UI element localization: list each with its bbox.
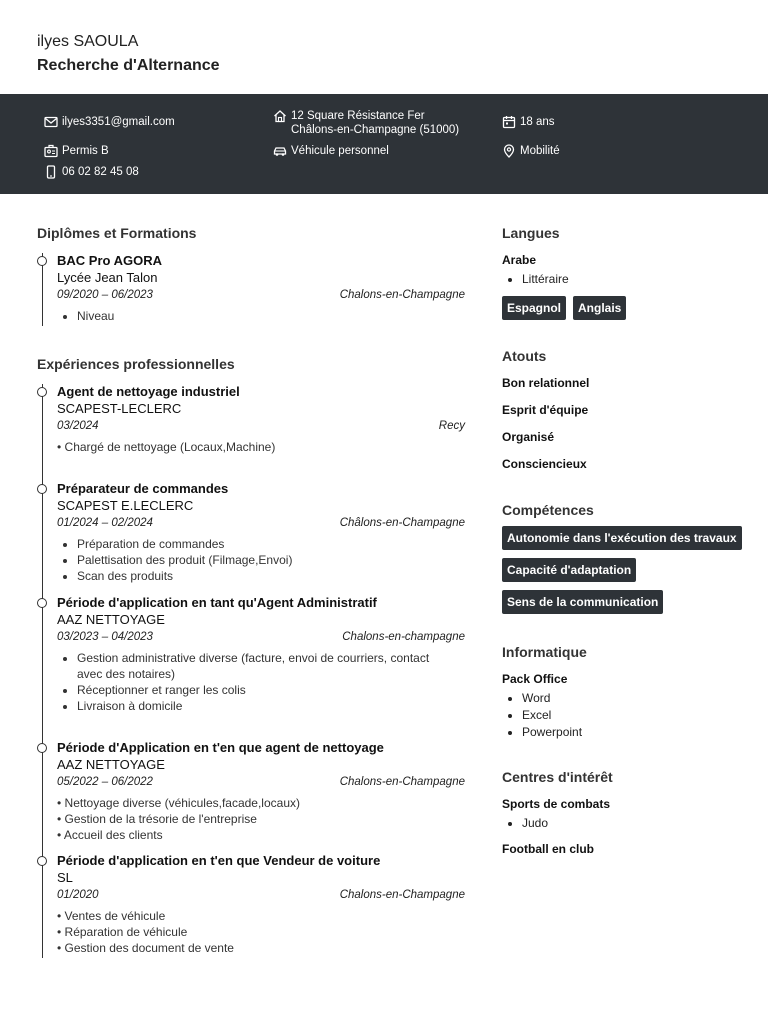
education-title: Diplômes et Formations: [37, 225, 197, 241]
contact-band: [0, 94, 768, 194]
strength-item: Consciencieux: [502, 457, 587, 471]
strength-item: Bon relationnel: [502, 376, 590, 390]
experience-entry: [57, 853, 467, 956]
address-line2: Châlons-en-Champagne (51000): [291, 124, 460, 136]
list-item: • Préparation de commandes: [77, 536, 467, 552]
timeline-dot: [37, 484, 47, 494]
entry-location: Chalons-en-Champagne: [339, 289, 465, 301]
list-item: • Gestion de la trésorie de l'entreprise: [57, 812, 257, 826]
entry-meta: [57, 515, 467, 531]
resume-title: Recherche d'Alternance: [37, 57, 220, 74]
skills-tags: [502, 526, 762, 614]
entry-dates: 09/2020 – 06/2023: [57, 289, 153, 301]
skill-tag: Autonomie dans l'exécution des travaux: [502, 526, 742, 550]
timeline-dot: [37, 856, 47, 866]
interest-group: Sports de combats: [502, 797, 611, 811]
entry-meta: [57, 287, 467, 303]
list-item: • Accueil des clients: [57, 828, 163, 842]
language-tag: Espagnol: [502, 296, 566, 320]
entry-org: Lycée Jean Talon: [57, 270, 158, 285]
entry-meta: [57, 774, 467, 790]
contact-vehicle: [273, 144, 389, 158]
entry-lines: [57, 439, 467, 455]
entry-org: SCAPEST-LECLERC: [57, 401, 182, 416]
contact-phone: [44, 165, 139, 179]
entry-dates: 01/2020: [57, 889, 99, 901]
timeline-dot: [37, 387, 47, 397]
left-column: [37, 225, 467, 958]
entry-org: SL: [57, 870, 73, 885]
entry-lines: [57, 908, 467, 956]
entry-dates: 01/2024 – 02/2024: [57, 517, 153, 529]
entry-dates: 03/2024: [57, 420, 99, 432]
language-tag: Anglais: [573, 296, 626, 320]
strength-item: Esprit d'équipe: [502, 403, 589, 417]
location-pin-icon: [502, 144, 516, 158]
entry-dates: 05/2022 – 06/2022: [57, 776, 153, 788]
experience-entry: [57, 740, 467, 843]
entry-title: Préparateur de commandes: [57, 481, 229, 496]
list-item: • Judo: [522, 815, 762, 832]
entry-title: Agent de nettoyage industriel: [57, 384, 240, 399]
list-item: • Excel: [522, 707, 762, 724]
age-text: 18 ans: [520, 116, 555, 128]
entry-title: Période d'Application en t'en que agent de nettoyage: [57, 740, 384, 755]
contact-email: [44, 115, 175, 129]
list-item: • Chargé de nettoyage (Locaux,Machine): [57, 440, 276, 454]
vehicle-text: Véhicule personnel: [291, 145, 389, 157]
experience-entry: [57, 384, 467, 455]
language-main: Arabe: [502, 253, 537, 267]
language-main-list: [502, 271, 762, 288]
education-timeline: [42, 253, 467, 326]
entry-location: Recy: [438, 420, 465, 432]
entry-location: Châlons-en-Champagne: [339, 517, 465, 529]
entry-meta: [57, 418, 467, 434]
list-item: • Gestion administrative diverse (facture, envoi de courriers, contact avec des notaires): [77, 650, 437, 682]
entry-org: SCAPEST E.LECLERC: [57, 498, 194, 513]
entry-meta: [57, 887, 467, 903]
address-line1: 12 Square Résistance Fer: [291, 110, 425, 122]
timeline-dot: [37, 743, 47, 753]
contact-address: [273, 109, 459, 137]
list-item: • Réceptionner et ranger les colis: [77, 682, 437, 698]
entry-title: Période d'application en tant qu'Agent Administratif: [57, 595, 377, 610]
list-item: • Livraison à domicile: [77, 698, 437, 714]
right-column: [502, 225, 762, 857]
it-list: [502, 690, 762, 741]
list-item: • Niveau: [77, 308, 467, 324]
entry-location: Chalons-en-Champagne: [339, 889, 465, 901]
experience-entry: [57, 595, 467, 714]
entry-dates: 03/2023 – 04/2023: [57, 631, 153, 643]
entry-org: AAZ NETTOYAGE: [57, 612, 165, 627]
list-item: • Word: [522, 690, 762, 707]
interest-group: Football en club: [502, 842, 594, 856]
education-entry: [57, 253, 467, 324]
it-title: Informatique: [502, 644, 587, 660]
entry-meta: [57, 629, 467, 645]
skill-tag: Capacité d'adaptation: [502, 558, 636, 582]
contact-license: [44, 144, 109, 158]
license-text: Permis B: [62, 145, 109, 157]
skill-tag: Sens de la communication: [502, 590, 663, 614]
resume-header: [37, 33, 220, 75]
strengths-title: Atouts: [502, 348, 547, 364]
list-item: • Littéraire: [522, 271, 762, 288]
phone-text: 06 02 82 45 08: [62, 166, 139, 178]
experience-title: Expériences professionnelles: [37, 356, 235, 372]
list-item: • Réparation de véhicule: [57, 925, 188, 939]
timeline-dot: [37, 256, 47, 266]
list-item: • Powerpoint: [522, 724, 762, 741]
timeline-dot: [37, 598, 47, 608]
list-item: • Palettisation des produit (Filmage,Envoi): [77, 552, 467, 568]
entry-location: Chalons-en-champagne: [342, 631, 465, 643]
strengths-list: [502, 375, 762, 472]
experience-entry: [57, 481, 467, 584]
entry-location: Chalons-en-Champagne: [339, 776, 465, 788]
car-icon: [273, 144, 287, 158]
interests-title: Centres d'intérêt: [502, 769, 613, 785]
it-group: Pack Office: [502, 672, 568, 686]
list-item: • Gestion des document de vente: [57, 941, 234, 955]
entry-lines: [57, 795, 467, 843]
entry-title: BAC Pro AGORA: [57, 253, 162, 268]
phone-icon: [44, 165, 58, 179]
skills-title: Compétences: [502, 502, 594, 518]
email-text: ilyes3351@gmail.com: [62, 116, 175, 128]
mobility-text: Mobilité: [520, 145, 560, 157]
entry-bullets: [57, 308, 467, 324]
list-item: • Nettoyage diverse (véhicules,facade,locaux): [57, 796, 300, 810]
mail-icon: [44, 115, 58, 129]
calendar-icon: [502, 115, 516, 129]
list-item: • Scan des produits: [77, 568, 467, 584]
languages-title: Langues: [502, 225, 560, 241]
list-item: • Ventes de véhicule: [57, 909, 166, 923]
home-icon: [273, 109, 287, 123]
entry-bullets: [57, 536, 467, 584]
entry-bullets: [57, 650, 437, 714]
contact-age: [502, 115, 555, 129]
entry-title: Période d'application en t'en que Vendeur de voiture: [57, 853, 381, 868]
entry-org: AAZ NETTOYAGE: [57, 757, 165, 772]
id-card-icon: [44, 144, 58, 158]
language-tags: [502, 296, 762, 320]
contact-mobility: [502, 144, 560, 158]
experience-timeline: [42, 384, 467, 958]
interest-list: [502, 815, 762, 832]
candidate-name: ilyes SAOULA: [37, 33, 139, 50]
strength-item: Organisé: [502, 430, 555, 444]
